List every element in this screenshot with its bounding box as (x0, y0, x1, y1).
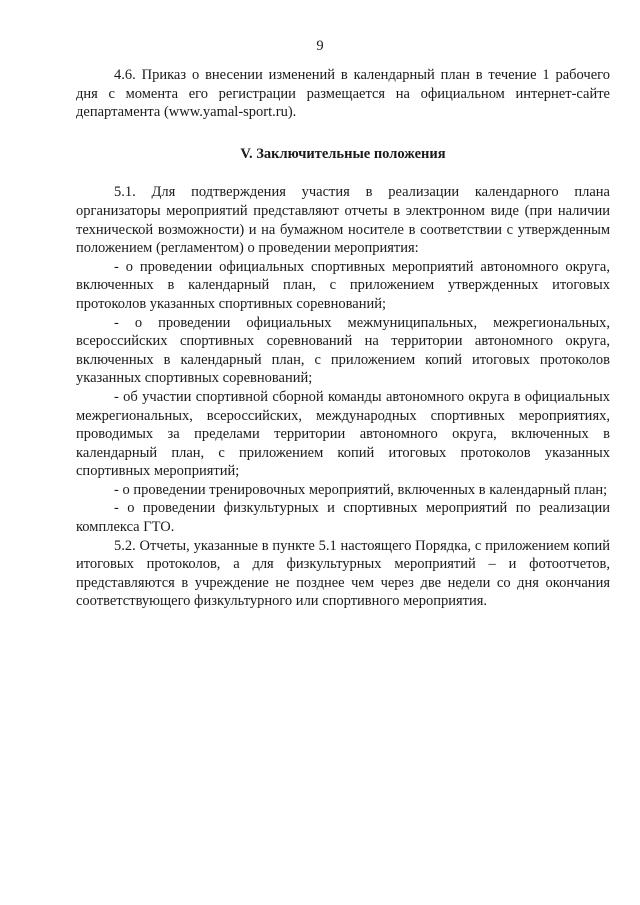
paragraph-4-6: 4.6. Приказ о внесении изменений в календарный план в течение 1 рабочего дня с момента его регистрации размещается на официальном интернет-сайте департамента (www.yamal-sport.ru). (76, 67, 610, 121)
list-item: - об участии спортивной сборной команды автономного округа в официальных межрегиональных, всероссийских, международных спортивных мероприятиях, проводимых за пределами территории автономного округа, включенных в календарный план, с приложением копий итоговых протоколов указанных спортивных мероприятий; (76, 388, 610, 480)
paragraph-5-2: 5.2. Отчеты, указанные в пункте 5.1 настоящего Порядка, с приложением копий итоговых протоколов, а для физкультурных мероприятий – и фотоотчетов, представляются в учреждение не позднее чем через две недели со дня окончания соответствующего физкультурного или спортивного мероприятия. (76, 537, 610, 610)
list-item: - о проведении официальных спортивных мероприятий автономного округа, включенных в календарный план, с приложением утвержденных итоговых протоколов указанных спортивных соревнований; (76, 258, 610, 312)
list-item: - о проведении тренировочных мероприятий, включенных в календарный план; (114, 481, 608, 498)
list-item: - о проведении физкультурных и спортивных мероприятий по реализации комплекса ГТО. (76, 500, 610, 536)
page-number: 9 (316, 38, 324, 54)
document-body (76, 66, 610, 611)
list-item: - о проведении официальных межмуниципальных, межрегиональных, всероссийских спортивных соревнований на территории автономного округа, включенных в календарный план, с приложением копий итоговых протоколов указанных спортивных соревнований; (76, 314, 610, 387)
section-heading: V. Заключительные положения (240, 145, 446, 162)
paragraph-5-1: 5.1. Для подтверждения участия в реализации календарного плана организаторы мероприятий представляют отчеты в электронном виде (при наличии технической возможности) и на бумажном носителе в соответствии с утвержденным положением (регламентом) о проведении мероприятия: (76, 184, 610, 257)
